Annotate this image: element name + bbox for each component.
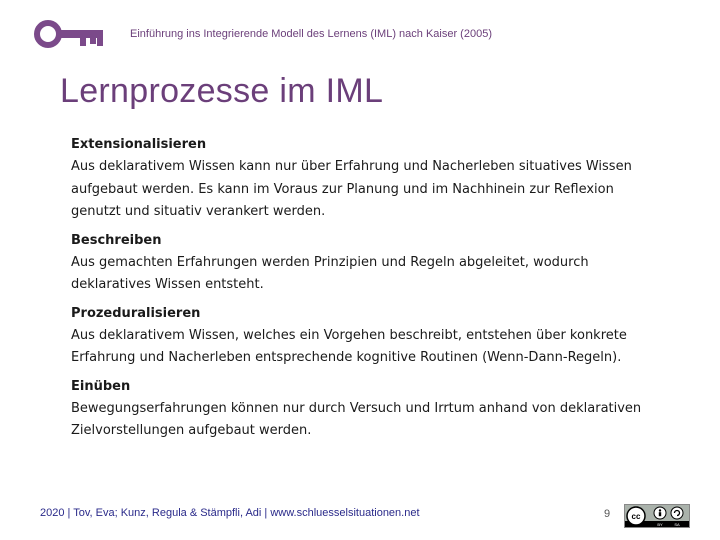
- section-heading: Einüben: [71, 378, 131, 394]
- section-body: Aus deklarativem Wissen kann nur über Erfahrung und Nacherleben situatives Wissen aufgebaut werden. Es kann im Voraus zur Planung und im Nachhinein zur Reflexion genutzt und situativ verankert werden.: [71, 159, 632, 219]
- key-logo-icon: [34, 14, 106, 54]
- section-extensionalisieren: [71, 134, 661, 224]
- content-area: [71, 134, 661, 449]
- footer-credits[interactable]: 2020 | Tov, Eva; Kunz, Regula & Stämpfli, Adi | www.schluesselsituationen.net: [40, 507, 420, 519]
- page-title: Lernprozesse im IML: [60, 72, 384, 110]
- section-einueben: [71, 376, 661, 443]
- cc-by-label: BY: [657, 522, 663, 527]
- section-prozeduralisieren: [71, 303, 661, 370]
- section-heading: Prozeduralisieren: [71, 305, 201, 321]
- section-heading: Extensionalisieren: [71, 137, 207, 152]
- section-body: Bewegungserfahrungen können nur durch Versuch und Irrtum anhand von deklarativen Zielvorstellungen aufgebaut werden.: [71, 400, 642, 438]
- svg-text:cc: cc: [631, 512, 641, 521]
- section-body: Aus deklarativem Wissen, welches ein Vorgehen beschreibt, entstehen über konkrete Erfahrung und Nacherleben entsprechende kognitive Routinen (Wenn-Dann-Regeln).: [71, 327, 627, 365]
- section-beschreiben: [71, 230, 661, 297]
- section-heading: Beschreiben: [71, 232, 162, 248]
- section-body: Aus gemachten Erfahrungen werden Prinzipien und Regeln abgeleitet, wodurch deklaratives Wissen entsteht.: [71, 254, 589, 292]
- cc-sa-label: SA: [674, 522, 680, 527]
- cc-by-sa-icon: [624, 504, 690, 528]
- header-subtitle: Einführung ins Integrierende Modell des Lernens (IML) nach Kaiser (2005): [130, 28, 492, 40]
- page-number: 9: [604, 508, 611, 520]
